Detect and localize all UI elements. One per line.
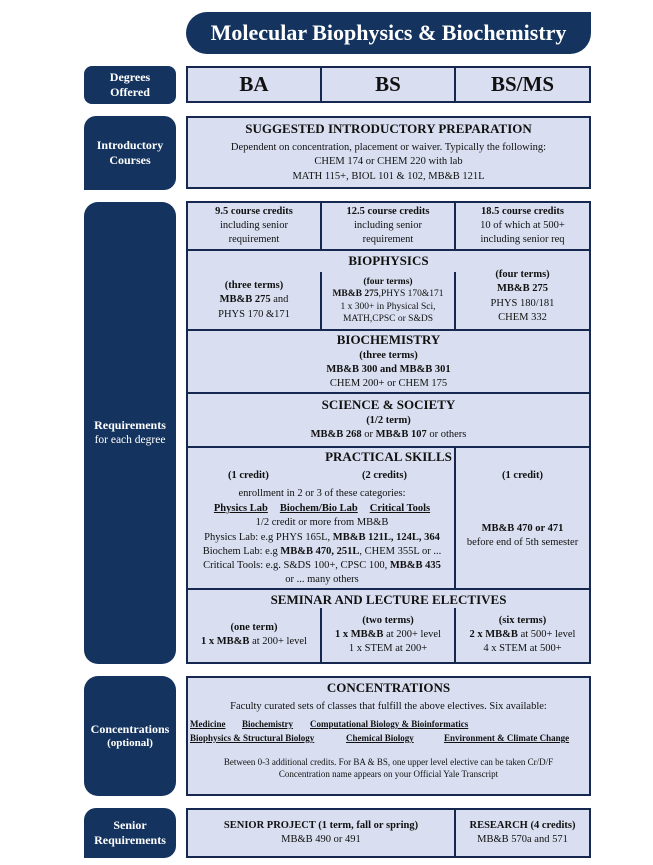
- seminar-header: SEMINAR AND LECTURE ELECTIVES: [270, 592, 507, 607]
- pill-line: Requirements: [94, 833, 166, 847]
- course-text: and: [270, 294, 289, 306]
- credit-line: requirement: [362, 234, 414, 246]
- senior-project-title: SENIOR PROJECT (1 term, fall or spring): [223, 819, 419, 831]
- course-bold: MB&B 121L, 124L, 364: [332, 531, 440, 543]
- degree-bsms: BS/MS: [454, 66, 591, 103]
- page-title: Molecular Biophysics & Biochemistry: [186, 12, 591, 54]
- course-line: 1 x STEM at 200+: [348, 643, 428, 655]
- course-line: [470, 628, 576, 642]
- credit-count: 18.5 course credits: [481, 205, 564, 217]
- seminar-bs: [320, 608, 456, 662]
- terms-label: (1/2 term): [366, 415, 411, 427]
- course-line: 1 x 300+ in Physical Sci,: [340, 301, 436, 312]
- credit-line: 10 of which at 500+: [480, 219, 565, 231]
- course-bold: MB&B 275: [332, 289, 379, 300]
- credit-line: including senior req: [480, 234, 565, 246]
- research-courses: MB&B 570a and 571: [477, 834, 568, 845]
- degree-ba: BA: [186, 66, 322, 103]
- concentrations-box: [186, 676, 591, 796]
- course-bold: 2 x MB&B: [469, 628, 518, 640]
- course-text: Biochem Lab: e.g: [202, 545, 281, 557]
- concentration-list: [188, 718, 589, 746]
- credit-count: 9.5 course credits: [215, 205, 293, 217]
- biochemistry-box: [186, 329, 591, 394]
- credit-count: 12.5 course credits: [346, 205, 430, 217]
- course-line: CHEM 332: [498, 311, 547, 323]
- bsms-practical-content: [456, 522, 589, 550]
- concentration-comp-bio: Computational Biology & Bioinformatics: [310, 719, 469, 730]
- course-line: [332, 288, 443, 300]
- course-bold: 1 x MB&B: [201, 636, 250, 647]
- course-line: PHYS 170 &171: [218, 308, 290, 320]
- concentrations-note: Concentration name appears on your Official Yale Transcript: [278, 769, 499, 780]
- course-text: at 200+ level: [249, 636, 307, 647]
- seminar-ba: [188, 608, 320, 662]
- degrees-offered-label: [84, 66, 176, 104]
- course-bold: MB&B 275: [219, 294, 271, 306]
- pill-line: Courses: [109, 153, 151, 167]
- physics-lab-line: [188, 531, 456, 545]
- course-bold: MB&B 268: [310, 429, 362, 441]
- category-biochem-lab: Biochem/Bio Lab: [279, 503, 358, 515]
- course-text: at 200+ level: [383, 628, 441, 640]
- credit-line: requirement: [228, 234, 280, 246]
- intro-line: CHEM 174 or CHEM 220 with lab: [314, 156, 463, 168]
- course-bold: MB&B 470, 251L: [280, 545, 360, 557]
- course-bold: MB&B 275: [496, 283, 549, 295]
- bsms-practical: [454, 448, 589, 588]
- credits-ba: [186, 201, 322, 251]
- category-physics-lab: Physics Lab: [213, 503, 268, 515]
- terms-label: (four terms): [363, 276, 413, 287]
- course-bold: MB&B 470 or 471: [481, 523, 564, 534]
- course-text: at 500+ level: [517, 628, 576, 640]
- degree-bs: BS: [320, 66, 456, 103]
- course-bold: MB&B 435: [389, 559, 441, 571]
- credits-bsms: [454, 201, 591, 251]
- course-line: CHEM 200+ or CHEM 175: [329, 378, 448, 390]
- intro-header: SUGGESTED INTRODUCTORY PREPARATION: [245, 121, 532, 137]
- biochem-lab-line: [188, 545, 456, 559]
- course-text: Physics Lab: e.g PHYS 165L,: [204, 531, 333, 543]
- concentration-environment: Environment & Climate Change: [444, 733, 570, 744]
- introductory-courses-label: [84, 116, 176, 190]
- ba-credit-label: (1 credit): [228, 470, 269, 481]
- biochemistry-header: BIOCHEMISTRY: [336, 331, 441, 347]
- course-text: or: [361, 429, 376, 441]
- senior-project-box: [186, 808, 456, 858]
- biophysics-ba: [188, 272, 320, 329]
- senior-requirements-label: [84, 808, 176, 858]
- course-bold: 1 x MB&B: [335, 628, 384, 640]
- terms-label: (three terms): [224, 280, 284, 292]
- concentration-biophysics: Biophysics & Structural Biology: [190, 733, 315, 744]
- category-list: [188, 502, 456, 516]
- course-text: , CHEM 355L or ...: [359, 545, 442, 557]
- terms-label: (one term): [230, 621, 278, 633]
- course-line: MATH,CPSC or S&DS: [342, 313, 433, 324]
- pill-line: for each degree: [94, 434, 166, 447]
- credit-line: including senior: [354, 219, 422, 231]
- course-line: 4 x STEM at 500+: [483, 643, 562, 655]
- research-box: [454, 808, 591, 858]
- biophysics-bsms: [456, 264, 589, 329]
- course-line: [311, 428, 467, 442]
- practical-skills-box: [186, 446, 591, 590]
- pill-line: Degrees: [109, 70, 151, 84]
- senior-project-courses: MB&B 490 or 491: [281, 834, 361, 845]
- category-critical-tools: Critical Tools: [369, 503, 431, 515]
- course-bold: MB&B 107: [375, 429, 427, 441]
- biophysics-header: BIOPHYSICS: [348, 253, 429, 268]
- research-title: RESEARCH (4 credits): [469, 819, 576, 831]
- concentration-biochemistry: Biochemistry: [242, 719, 293, 730]
- course-line: [201, 635, 307, 649]
- others-text: or ... many others: [285, 574, 359, 586]
- course-line: before end of 5th semester: [466, 537, 579, 549]
- intro-box: [186, 116, 591, 189]
- intro-line: Dependent on concentration, placement or waiver. Typically the following:: [230, 142, 547, 154]
- practical-header: PRACTICAL SKILLS: [325, 449, 452, 464]
- concentrations-label: [84, 676, 176, 796]
- credits-bs: [320, 201, 456, 251]
- pill-line: Offered: [110, 85, 150, 99]
- concentrations-desc: Faculty curated sets of classes that fulfill the above electives. Six available:: [230, 700, 547, 712]
- concentration-medicine: Medicine: [190, 719, 226, 730]
- science-society-box: [186, 392, 591, 448]
- credit-line: including senior: [220, 219, 288, 231]
- course-line: [335, 628, 441, 642]
- terms-label: (two terms): [362, 614, 414, 626]
- enroll-text: enrollment in 2 or 3 of these categories:: [238, 488, 406, 499]
- course-text: or others: [426, 429, 467, 441]
- terms-label: (six terms): [498, 614, 547, 626]
- course-line: [220, 293, 289, 307]
- bs-credit-label: (2 credits): [362, 470, 407, 481]
- course-text: ,PHYS 170&171: [378, 289, 444, 300]
- pill-line: Senior: [113, 818, 147, 832]
- pill-line: Requirements: [94, 418, 166, 433]
- practical-details: [188, 487, 456, 587]
- pill-line: Introductory: [96, 138, 164, 152]
- concentration-chemical-biology: Chemical Biology: [346, 733, 414, 744]
- concentrations-note: Between 0-3 additional credits. For BA & BS, one upper level elective can be taken Cr/D/F: [223, 757, 554, 768]
- seminar-bsms: [456, 608, 589, 662]
- terms-label: (four terms): [495, 269, 550, 281]
- half-credit-text: 1/2 credit or more from MB&B: [255, 517, 389, 529]
- course-text: Critical Tools: e.g. S&DS 100+, CPSC 100,: [203, 559, 390, 571]
- critical-tools-line: [188, 559, 456, 573]
- biophysics-bs: [320, 272, 456, 329]
- concentrations-header: CONCENTRATIONS: [326, 680, 451, 695]
- intro-line: MATH 115+, BIOL 101 & 102, MB&B 121L: [292, 170, 485, 182]
- course-line: PHYS 180/181: [490, 297, 555, 309]
- course-bold: MB&B 300 and MB&B 301: [326, 363, 451, 375]
- requirements-label: [84, 202, 176, 664]
- bsms-credit-label: (1 credit): [502, 470, 543, 481]
- science-society-header: SCIENCE & SOCIETY: [321, 397, 456, 413]
- pill-line: (optional): [107, 736, 153, 749]
- terms-label: (three terms): [359, 349, 418, 361]
- pill-line: Concentrations: [90, 721, 170, 736]
